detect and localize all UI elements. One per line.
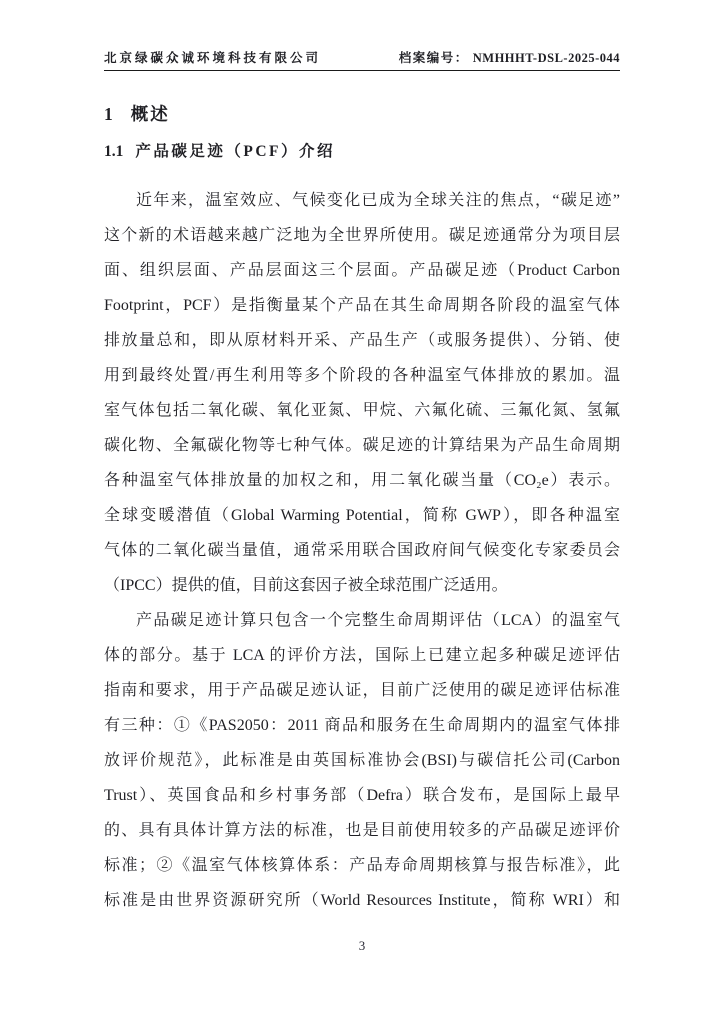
subsection-number: 1.1 (104, 143, 124, 160)
body-line: （IPCC）提供的值，目前这套因子被全球范围广泛适用。 (104, 577, 508, 594)
body-line: 标准是由世界资源研究所（World Resources Institute，简称 WRI）和 (104, 892, 620, 909)
subsection-title: 产品碳足迹（PCF）介绍 (135, 143, 336, 160)
body-line: Footprint，PCF）是指衡量某个产品在其生命周期各阶段的温室气体 (104, 297, 620, 314)
body-line: 各种温室气体排放量的加权之和，用二氧化碳当量（CO₂e）表示。 (104, 472, 620, 489)
body-line: 用到最终处置/再生利用等多个阶段的各种温室气体排放的累加。温 (104, 367, 620, 384)
body-line: 室气体包括二氧化碳、氧化亚氮、甲烷、六氟化硫、三氟化氮、氢氟 (104, 402, 620, 419)
section-number: 1 (104, 104, 113, 124)
page-header (104, 46, 620, 71)
body-line: 产品碳足迹计算只包含一个完整生命周期评估（LCA）的温室气 (136, 612, 620, 629)
file-number (399, 48, 620, 66)
file-number-value: NMHHHT-DSL-2025-044 (472, 51, 620, 65)
body-line: 标准；②《温室气体核算体系：产品寿命周期核算与报告标准》，此 (104, 857, 620, 874)
body-line: 面、组织层面、产品层面这三个层面。产品碳足迹（Product Carbon (104, 262, 620, 279)
body-line: Trust）、英国食品和乡村事务部（Defra）联合发布，是国际上最早 (104, 787, 620, 804)
body-line: 的、具有具体计算方法的标准，也是目前使用较多的产品碳足迹评价 (104, 822, 620, 839)
page-footer (0, 938, 724, 954)
body-line: 气体的二氧化碳当量值，通常采用联合国政府间气候变化专家委员会 (104, 542, 620, 559)
body-line: 指南和要求，用于产品碳足迹认证，目前广泛使用的碳足迹评估标准 (104, 682, 620, 699)
body-line: 这个新的术语越来越广泛地为全世界所使用。碳足迹通常分为项目层 (104, 227, 620, 244)
body-line: 近年来，温室效应、气候变化已成为全球关注的焦点，“碳足迹” (136, 192, 620, 209)
body-line: 排放量总和，即从原材料开采、产品生产（或服务提供）、分销、使 (104, 332, 620, 349)
file-number-label: 档案编号： (398, 51, 469, 65)
subsection-heading (104, 139, 335, 161)
body-line: 全球变暖潜值（Global Warming Potential，简称 GWP），即各种温室 (104, 507, 620, 524)
body-line: 体的部分。基于 LCA 的评价方法，国际上已建立起多种碳足迹评估 (104, 647, 620, 664)
section-title: 概述 (130, 104, 170, 124)
body-line: 放评价规范》，此标准是由英国标准协会(BSI)与碳信托公司(Carbon (104, 752, 620, 769)
body-line: 碳化物、全氟碳化物等七种气体。碳足迹的计算结果为产品生命周期 (104, 437, 620, 454)
body-text (104, 183, 620, 918)
company-name: 北京绿碳众诚环境科技有限公司 (104, 51, 322, 65)
body-line: 有三种：①《PAS2050：2011 商品和服务在生命周期内的温室气体排 (104, 717, 620, 734)
page-number: 3 (358, 938, 366, 953)
section-heading (104, 101, 170, 126)
